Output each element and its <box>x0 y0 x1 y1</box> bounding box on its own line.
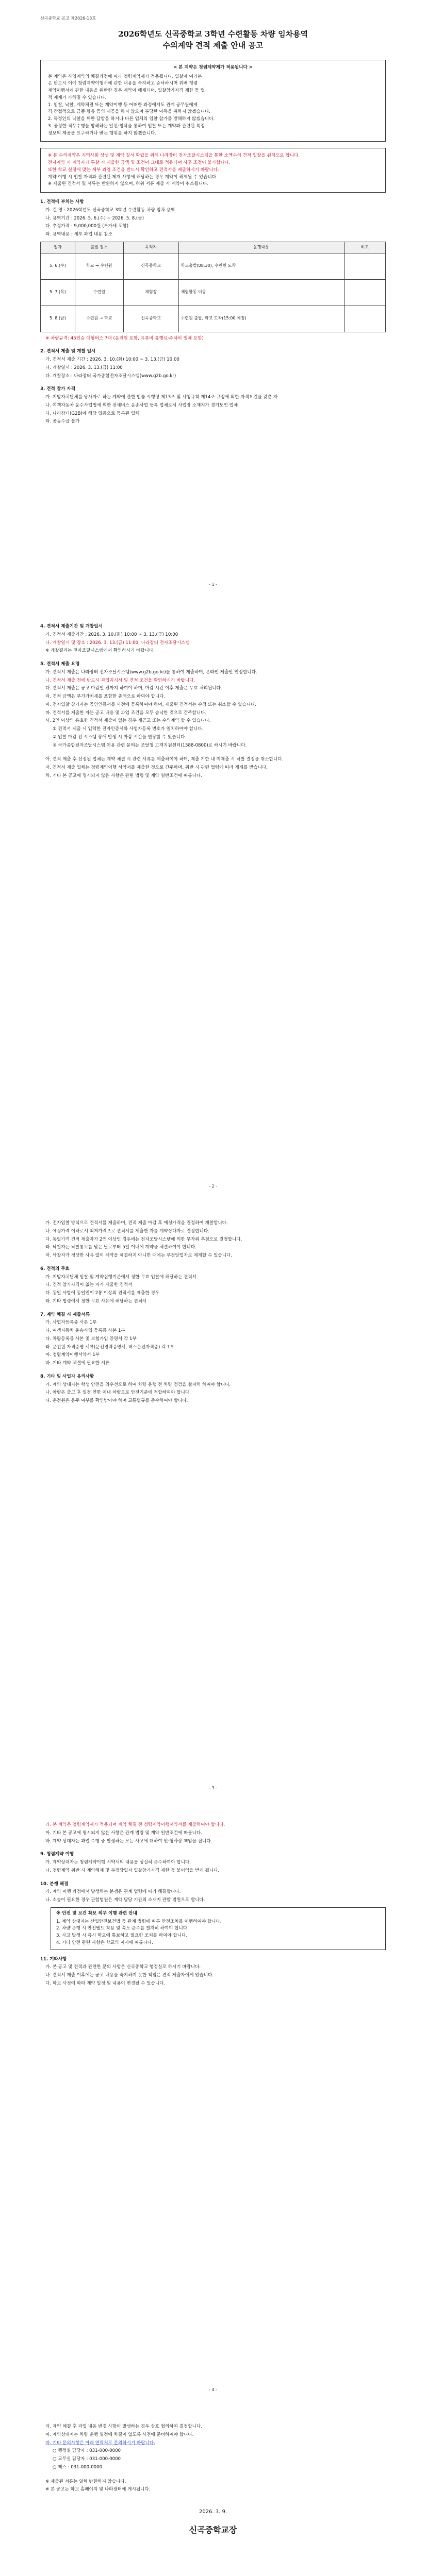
section-item: 다. 동일 사항에 동일인이 2통 이상의 견적서를 제출한 경우 <box>45 1291 159 1296</box>
notice-line: 정보의 제공을 요구하거나 받는 행위를 하지 않겠습니다. <box>48 130 157 136</box>
footnote: ※ 제출된 서류는 일체 반환하지 않습니다. <box>45 2479 126 2484</box>
section-heading: 5. 견적서 제출 요령 <box>40 662 80 667</box>
table-cell: 학교출발(08:30), 수련원 도착 <box>178 253 344 279</box>
table-header: 운행내용 <box>178 242 344 253</box>
contract-warning-box <box>40 148 386 193</box>
section-item: 가. 사업자등록증 사본 1부 <box>45 1320 97 1326</box>
section-item: 가. 전자입찰 방식으로 견적서를 제출하며, 견적 제출 마감 후 예정가격을 결정하여 개찰합니다. <box>45 1221 228 1226</box>
section-item: 나. 견적서 제출 전에 반드시 과업지시서 및 견적 조건을 확인하시기 바랍니다. <box>45 677 195 683</box>
notice-title: < 본 계약은 청렴계약제가 적용됩니다 > <box>173 64 253 70</box>
section-item: ※ 개찰결과는 전자조달시스템에서 확인하시기 바랍니다. <box>45 648 155 654</box>
warn-line: ※ 본 수의계약은 지역사회 상생 및 계약 질서 확립을 위해 나라장터 전자조달시스템을 통한 소액수의 견적 입찰을 원칙으로 합니다. <box>48 153 300 159</box>
section-item: 나. 차량은 출고 후 일정 연한 이내 차량으로 안전기준에 적합하여야 합니다. <box>45 1390 191 1396</box>
table-cell: 신곡중학교 <box>123 253 178 279</box>
section-item: 다. 추정가격 : 9,000,000원 (부가세 포함) <box>45 224 129 229</box>
page-5 <box>0 2407 426 2576</box>
safety-notice-box <box>51 1907 386 1950</box>
section-item: 마. 계약상대자는 차량 운행 일정에 차질이 없도록 사전에 준비하여야 합니다. <box>45 2432 194 2437</box>
section-item: 라. 낙찰자는 낙찰통보를 받은 날로부터 5일 이내에 계약을 체결하여야 합니다. <box>45 1245 196 1250</box>
table-header: 목적지 <box>123 242 178 253</box>
safety-line: 3. 사고 발생 시 즉시 학교에 통보하고 필요한 조치를 하여야 합니다. <box>56 1933 188 1938</box>
notice-line: 계약이행서에 관한 내용을 위반한 경우 계약이 해제되며, 입찰참가자격 제한 등 법 <box>48 88 205 94</box>
page-4 <box>0 1805 426 2407</box>
warn-line: 계약 이행 시 입찰 자격과 관련된 제재 사항에 해당하는 경우 계약이 해제될 수 있습니다. <box>48 174 218 180</box>
notice-line: 2. 특정인의 낙찰을 위한 담합을 하거나 다른 업체의 입찰 참가를 방해하지 않겠습니다. <box>48 116 215 122</box>
page-number: - 2 - <box>209 1184 217 1189</box>
table-header: 비고 <box>344 242 385 253</box>
section-heading: 11. 기타사항 <box>40 1956 67 1962</box>
section-item: 다. 개찰장소 : 나라장터 국가종합전자조달시스템(www.g2b.go.kr) <box>45 373 176 379</box>
table-row <box>41 306 386 332</box>
notice-line: 본 계약은 사업계약의 체결과정에 따라 청렴계약제가 적용됩니다. 입찰자 여러분 <box>48 74 202 79</box>
contact-line: ○ 교무실 담당자 : 031-000-0000 <box>53 2456 121 2462</box>
notice-line: 3. 공정한 직무수행을 방해하는 알선·청탁을 통하여 입찰 또는 계약과 관련된 특정 <box>48 123 205 129</box>
section-item: 라. 공동수급 불가 <box>45 419 80 425</box>
section-item: 나. 용역기간 : 2026. 5. 6.(수) ~ 2026. 5. 8.(금) <box>45 215 144 221</box>
section-item: 가. 지방자치단체 입찰 및 계약집행기준에서 정한 무효 입찰에 해당하는 견적서 <box>45 1274 196 1280</box>
section-heading: 6. 견적의 무효 <box>40 1266 70 1272</box>
section-item: 나. 여객자동차 운송사업 등록증 사본 1부 <box>45 1328 125 1333</box>
notice-line: 적 제재가 가해질 수 있습니다. <box>48 95 107 100</box>
section-heading: 10. 분쟁 해결 <box>40 1881 69 1887</box>
section-item: 다. 동일가격 견적 제출자가 2인 이상인 경우에는 전자조달시스템에 의한 무작위 추첨으로 결정합니다. <box>45 1236 242 1242</box>
table-cell <box>344 253 385 279</box>
section-heading: 9. 청렴계약 이행 <box>40 1852 74 1857</box>
warn-line: 또한 학교 실정에 맞는 세부 과업 조건을 반드시 확인하고 견적서를 제출하시기 바랍니다. <box>48 167 219 173</box>
section-item: 나. 청렴계약 위반 시 계약해제 및 부정당업자 입찰참가자격 제한 등 불이익을 받게 됩니다. <box>45 1868 220 1873</box>
section-item: 자. 견적서 제출 업체는 청렴계약이행 서약서를 제출한 것으로 간주하며, 위반 시 관련 법령에 따라 제재를 받습니다. <box>45 765 268 770</box>
page-number: - 3 - <box>209 1786 217 1791</box>
page-2 <box>0 602 426 1204</box>
contact-line: ○ 행정실 담당자 : 031-000-0000 <box>53 2448 121 2454</box>
table-cell: 학교 → 수련원 <box>75 253 123 279</box>
section-item: 차. 기타 본 공고에 명시되지 않은 사항은 관련 법령 및 계약 일반조건에 따릅니다. <box>45 773 202 778</box>
sub-item: ③ 국가종합전자조달시스템 이용 관련 문의는 조달청 고객지원센터(1588-0800)로 하시기 바랍니다. <box>53 742 247 748</box>
section-item: 나. 견적 참가자격이 없는 자가 제출한 견적서 <box>45 1282 133 1288</box>
table-cell: 수련원 → 학교 <box>75 306 123 332</box>
section-item: 바. 기타 계약 체결에 필요한 서류 <box>45 1361 110 1366</box>
section-item: 나. 개찰일시 : 2026. 3. 13.(금) 11:00 <box>45 365 123 370</box>
table-row <box>41 253 386 279</box>
section-item: 가. 견적서 제출은 나라장터 전자조달시스템(www.g2b.go.kr)을 통하여 제출하며, 온라인 제출만 인정합니다. <box>45 669 257 675</box>
section-item: 가. 계약 이행 과정에서 발생하는 분쟁은 관계 법령에 따라 해결합니다. <box>45 1889 181 1895</box>
section-item: 마. 청렴계약이행서약서 1부 <box>45 1352 100 1358</box>
section-item: 가. 건 명 : 2026학년도 신곡중학교 3학년 수련활동 차량 임차 용역 <box>45 207 175 213</box>
table-row <box>41 279 386 306</box>
section-item: 바. 계약 상대자는 과업 수행 중 발생하는 모든 사고에 대하여 민·형사상 책임을 집니다. <box>45 1838 212 1844</box>
table-cell: 수련원 출발, 학교 도착(15:00 예정) <box>178 306 344 332</box>
notice-line: 직·간접적으로 금품·향응 등의 제공을 하지 않으며 부당한 이득을 취하지 않겠습니다. <box>48 109 211 115</box>
table-cell <box>344 306 385 332</box>
section-heading: 3. 견적 참가 자격 <box>40 386 76 392</box>
title-line-2: 수의계약 견적 제출 안내 공고 <box>162 41 264 50</box>
warn-line: ※ 제출된 견적서 및 서류는 반환하지 않으며, 허위 서류 제출 시 계약이 취소됩니다. <box>48 181 209 187</box>
table-cell: 수련원 <box>75 279 123 306</box>
table-header: 일자 <box>41 242 75 253</box>
table-cell: 체험장 <box>123 279 178 306</box>
section-item: 마. 기타 본 공고에 명시되지 않은 사항은 관계 법령 및 계약 일반조건에 따릅니다. <box>45 1830 202 1836</box>
schedule-table <box>40 242 386 332</box>
section-item: 다. 차량등록증 사본 및 보험가입 증명서 각 1부 <box>45 1336 137 1342</box>
safety-line: 4. 기타 안전 관련 사항은 학교의 지시에 따릅니다. <box>56 1940 153 1945</box>
section-item: 라. 견적 금액은 부가가치세를 포함한 총액으로 하여야 합니다. <box>45 694 166 699</box>
page-1 <box>0 0 426 602</box>
table-cell: 체험활동 이동 <box>178 279 344 306</box>
page-title <box>40 28 386 52</box>
section-item: 라. 본 계약은 청렴계약제가 적용되며 계약 체결 전 청렴계약이행서약서를 제출하여야 합니다. <box>45 1822 225 1827</box>
section-item: 아. 견적 제출 후 선정된 업체는 계약 체결 시 관련 서류를 제출하여야 하며, 제출 기한 내 미제출 시 낙찰 결정을 취소합니다. <box>45 757 284 762</box>
safety-line: 2. 차량 운행 시 안전벨트 착용 및 속도 준수를 철저히 하여야 합니다. <box>56 1926 189 1931</box>
warn-line: 전자계약 시 계약자가 투찰 시 제출한 금액 및 조건이 그대로 적용되며 사후 조정이 불가합니다. <box>48 160 231 166</box>
section-item: 라. 용역내용 : 세부 과업 내용 참조 <box>45 232 112 238</box>
page-number: - 1 - <box>209 582 217 587</box>
safety-notice-title: ※ 안전 및 보건 확보 의무 이행 관련 안내 <box>56 1910 137 1916</box>
section-item: 가. 계약 상대자는 학생 안전을 최우선으로 하여 차량 운행 전 차량 점검을 철저히 하여야 합니다. <box>45 1382 231 1387</box>
integrity-notice-box <box>40 60 386 142</box>
section-item: 라. 계약 체결 후 과업 내용 변경 사항이 발생하는 경우 상호 협의하여 결정합니다. <box>45 2424 202 2429</box>
section-item: 라. 기타 법령에서 정한 무효 사유에 해당하는 견적서 <box>45 1298 147 1304</box>
section-item: 마. 전자입찰 참가자는 공인인증서를 사전에 등록하여야 하며, 제출된 견적서는 수정 또는 취소할 수 없습니다. <box>45 702 256 707</box>
school-name: 신곡중학교장 <box>189 2525 237 2535</box>
page-3 <box>0 1204 426 1805</box>
table-cell: 5. 6.(수) <box>41 253 75 279</box>
section-item: 바. 기타 문의사항은 아래 연락처로 문의하시기 바랍니다. <box>45 2440 155 2446</box>
contact-line: ○ 팩스 : 031-000-0000 <box>53 2464 103 2470</box>
vehicle-note: ※ 차량규격: 45인승 대형버스 7대 (운전원 포함, 유류비·통행료·주차비 일체 포함) <box>45 335 204 341</box>
section-heading: 2. 견적서 제출 및 개찰 일시 <box>40 349 96 354</box>
section-item: 마. 낙찰자가 정당한 사유 없이 계약을 체결하지 아니한 때에는 부정당업자로 제재할 수 있습니다. <box>45 1253 233 1258</box>
sub-item: ② 입찰 마감 전 시스템 장애 발생 시 마감 시간을 연장할 수 있습니다. <box>53 734 187 740</box>
section-item: 나. 예정가격 이하로서 최저가격으로 견적서를 제출한 자를 계약상대자로 결정합니다. <box>45 1228 209 1234</box>
section-item: 다. 학교 사정에 따라 계약 일정 및 내용이 변경될 수 있습니다. <box>45 1980 166 1986</box>
section-item: 나. 견적서 제출 이후에는 공고 내용을 숙지하지 못한 책임은 견적 제출자에게 있습니다. <box>45 1973 214 1978</box>
section-item: 사. 2인 이상의 유효한 견적서 제출이 없는 경우 재공고 또는 수의계약 할 수 있습니다. <box>45 718 211 724</box>
section-heading: 1. 견적에 부치는 사항 <box>40 199 84 205</box>
table-cell: 5. 7.(목) <box>41 279 75 306</box>
section-item: 가. 견적서 제출기간 : 2026. 3. 10.(화) 10:00 ~ 3. 13.(금) 10:00 <box>45 632 178 637</box>
table-header: 출발 장소 <box>75 242 123 253</box>
section-item: 다. 나라장터(G2B)에 해당 업종으로 등록된 업체 <box>45 411 140 416</box>
title-line-1: 2026학년도 신곡중학교 3학년 수련활동 차량 임차용역 <box>118 29 308 39</box>
page-number: - 4 - <box>209 2387 217 2393</box>
section-heading: 8. 기타 및 사업자 유의사항 <box>40 1374 94 1379</box>
section-heading: 4. 견적서 제출기간 및 개찰일시 <box>40 624 103 629</box>
section-item: 바. 견적서를 제출한 자는 공고 내용 및 과업 조건을 모두 승낙한 것으로 간주합니다. <box>45 710 207 716</box>
table-cell: 5. 8.(금) <box>41 306 75 332</box>
safety-line: 1. 계약 상대자는 산업안전보건법 등 관계 법령에 따른 안전조치를 이행하여야 합니다. <box>56 1919 222 1924</box>
section-item: 가. 본 공고 및 견적과 관련한 문의 사항은 신곡중학교 행정실로 하시기 바랍니다. <box>45 1964 201 1970</box>
section-item: 다. 견적서 제출은 공고 마감일 전까지 하여야 하며, 마감 시간 이후 제출은 무효 처리됩니다. <box>45 686 222 691</box>
section-item: 라. 운전원 자격증명 서류(운전경력증명서, 버스운전자격증) 각 1부 <box>45 1344 174 1350</box>
footnote: ※ 본 공고는 학교 홈페이지 및 나라장터에 게시됩니다. <box>45 2487 151 2493</box>
section-item: 나. 여객자동차 운수사업법에 의한 전세버스 운송사업 등록 업체로서 사업장 소재지가 경기도인 업체 <box>45 402 238 408</box>
table-cell: 신곡중학교 <box>123 306 178 332</box>
header-note: 신곡중학교 공고 제2026-13호 <box>40 16 96 21</box>
notice-line: 은 반드시 이에 청렴계약이행서에 관한 내용을 숙지하고 승낙하시며 위배 청렴 <box>48 81 198 87</box>
section-item: 나. 소송이 필요한 경우 관할법원은 계약 담당 기관의 소재지 관할 법원으로 합니다. <box>45 1897 205 1903</box>
section-item: 다. 운전원은 음주 여부를 확인받아야 하며 교통법규를 준수하여야 합니다. <box>45 1398 188 1403</box>
section-item: 가. 지방자치단체를 당사자로 하는 계약에 관한 법률 시행령 제13조 및 시행규칙 제14조 규정에 의한 자격요건을 갖춘 자 <box>45 395 278 400</box>
section-item: 나. 개찰일시 및 장소 : 2026. 3. 13.(금) 11:00, 나라장터 전자조달시스템 <box>45 640 190 646</box>
section-item: 가. 계약상대자는 청렴계약이행 서약서의 내용을 성실히 준수하여야 합니다. <box>45 1860 191 1865</box>
section-item: 가. 견적서 제출 기간 : 2026. 3. 10.(화) 10:00 ~ 3. 13.(금) 10:00 <box>45 357 179 363</box>
notice-date: 2026. 3. 9. <box>199 2509 227 2515</box>
table-cell <box>344 279 385 306</box>
sub-item: ① 견적서 제출 시 입력한 전자인증서와 사업자등록 번호가 일치하여야 합니다. <box>53 726 204 732</box>
notice-line: 1. 입찰, 낙찰, 계약체결 또는 계약이행 등 어떠한 과정에서도 관계 공무원에게 <box>48 102 198 108</box>
section-heading: 7. 계약 체결 시 제출서류 <box>40 1312 90 1317</box>
